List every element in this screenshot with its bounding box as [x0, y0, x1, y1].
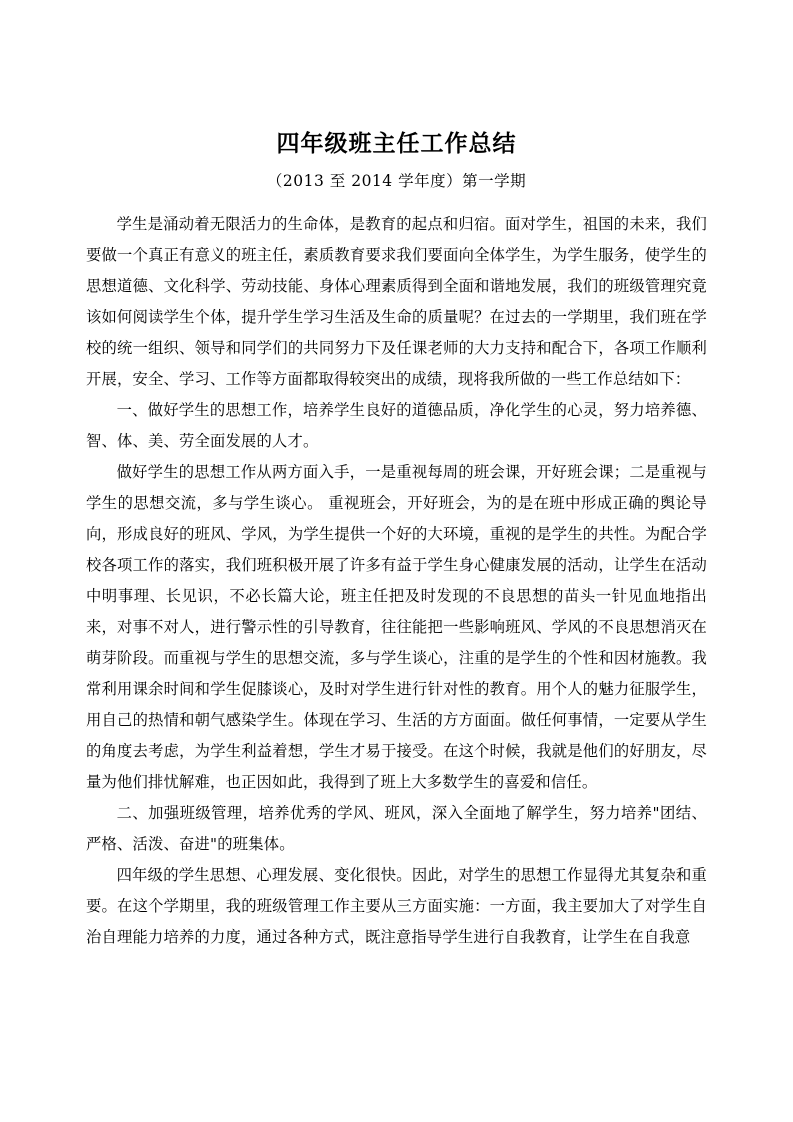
- page-subtitle: （2013 至 2014 学年度）第一学期: [266, 172, 527, 191]
- paragraph: 一、做好学生的思想工作，培养学生良好的道德品质，净化学生的心灵，努力培养德、智、体、美、劳全面发展的人才。: [86, 401, 707, 451]
- paragraph: 二、加强班级管理，培养优秀的学风、班风，深入全面地了解学生，努力培养"团结、严格、活泼、奋进"的班集体。: [86, 804, 707, 854]
- page-title: 四年级班主任工作总结: [276, 131, 517, 157]
- paragraph: 四年级的学生思想、心理发展、变化很快。因此，对学生的思想工作显得尤其复杂和重要。在这个学期里，我的班级管理工作主要从三方面实施：一方面，我主要加大了对学生自治自理能力培养的力度，通过各种方式，既注意指导学生进行自我教育，让学生在自我意: [86, 866, 707, 947]
- paragraph: 做好学生的思想工作从两方面入手，一是重视每周的班会课，开好班会课；二是重视与学生的思想交流，多与学生谈心。 重视班会，开好班会，为的是在班中形成正确的舆论导向，形成良好的班风、学风，为学生提供一个好的大环境，重视的是学生的共性。为配合学校各项工作的落实，我们班积极开展了许多有益于学生身心健康发展的活动，让学生在活动中明事理、长见识，不必长篇大论，班主任把及时发现的不良思想的苗头一针见血地指出来，对事不对人，进行警示性的引导教育，往往能把一些影响班风、学风的不良思想消灭在萌芽阶段。而重视与学生的思想交流，多与学生谈心，注重的是学生的个性和因材施教。我常利用课余时间和学生促膝谈心，及时对学生进行针对性的教育。用个人的魅力征服学生，用自己的热情和朝气感染学生。体现在学习、生活的方方面面。做任何事情，一定要从学生的角度去考虑，为学生利益着想，学生才易于接受。在这个时候，我就是他们的好朋友，尽量为他们排忧解难，也正因如此，我得到了班上大多数学生的喜爱和信任。: [86, 463, 707, 792]
- paragraph: 学生是涌动着无限活力的生命体，是教育的起点和归宿。面对学生，祖国的未来，我们要做一个真正有意义的班主任，素质教育要求我们要面向全体学生，为学生服务，使学生的思想道德、文化科学、劳动技能、身体心理素质得到全面和谐地发展，我们的班级管理究竟该如何阅读学生个体，提升学生学习生活及生命的质量呢？在过去的一学期里，我们班在学校的统一组织、领导和同学们的共同努力下及任课老师的大力支持和配合下，各项工作顺利开展，安全、学习、工作等方面都取得较突出的成绩，现将我所做的一些工作总结如下：: [86, 215, 707, 389]
